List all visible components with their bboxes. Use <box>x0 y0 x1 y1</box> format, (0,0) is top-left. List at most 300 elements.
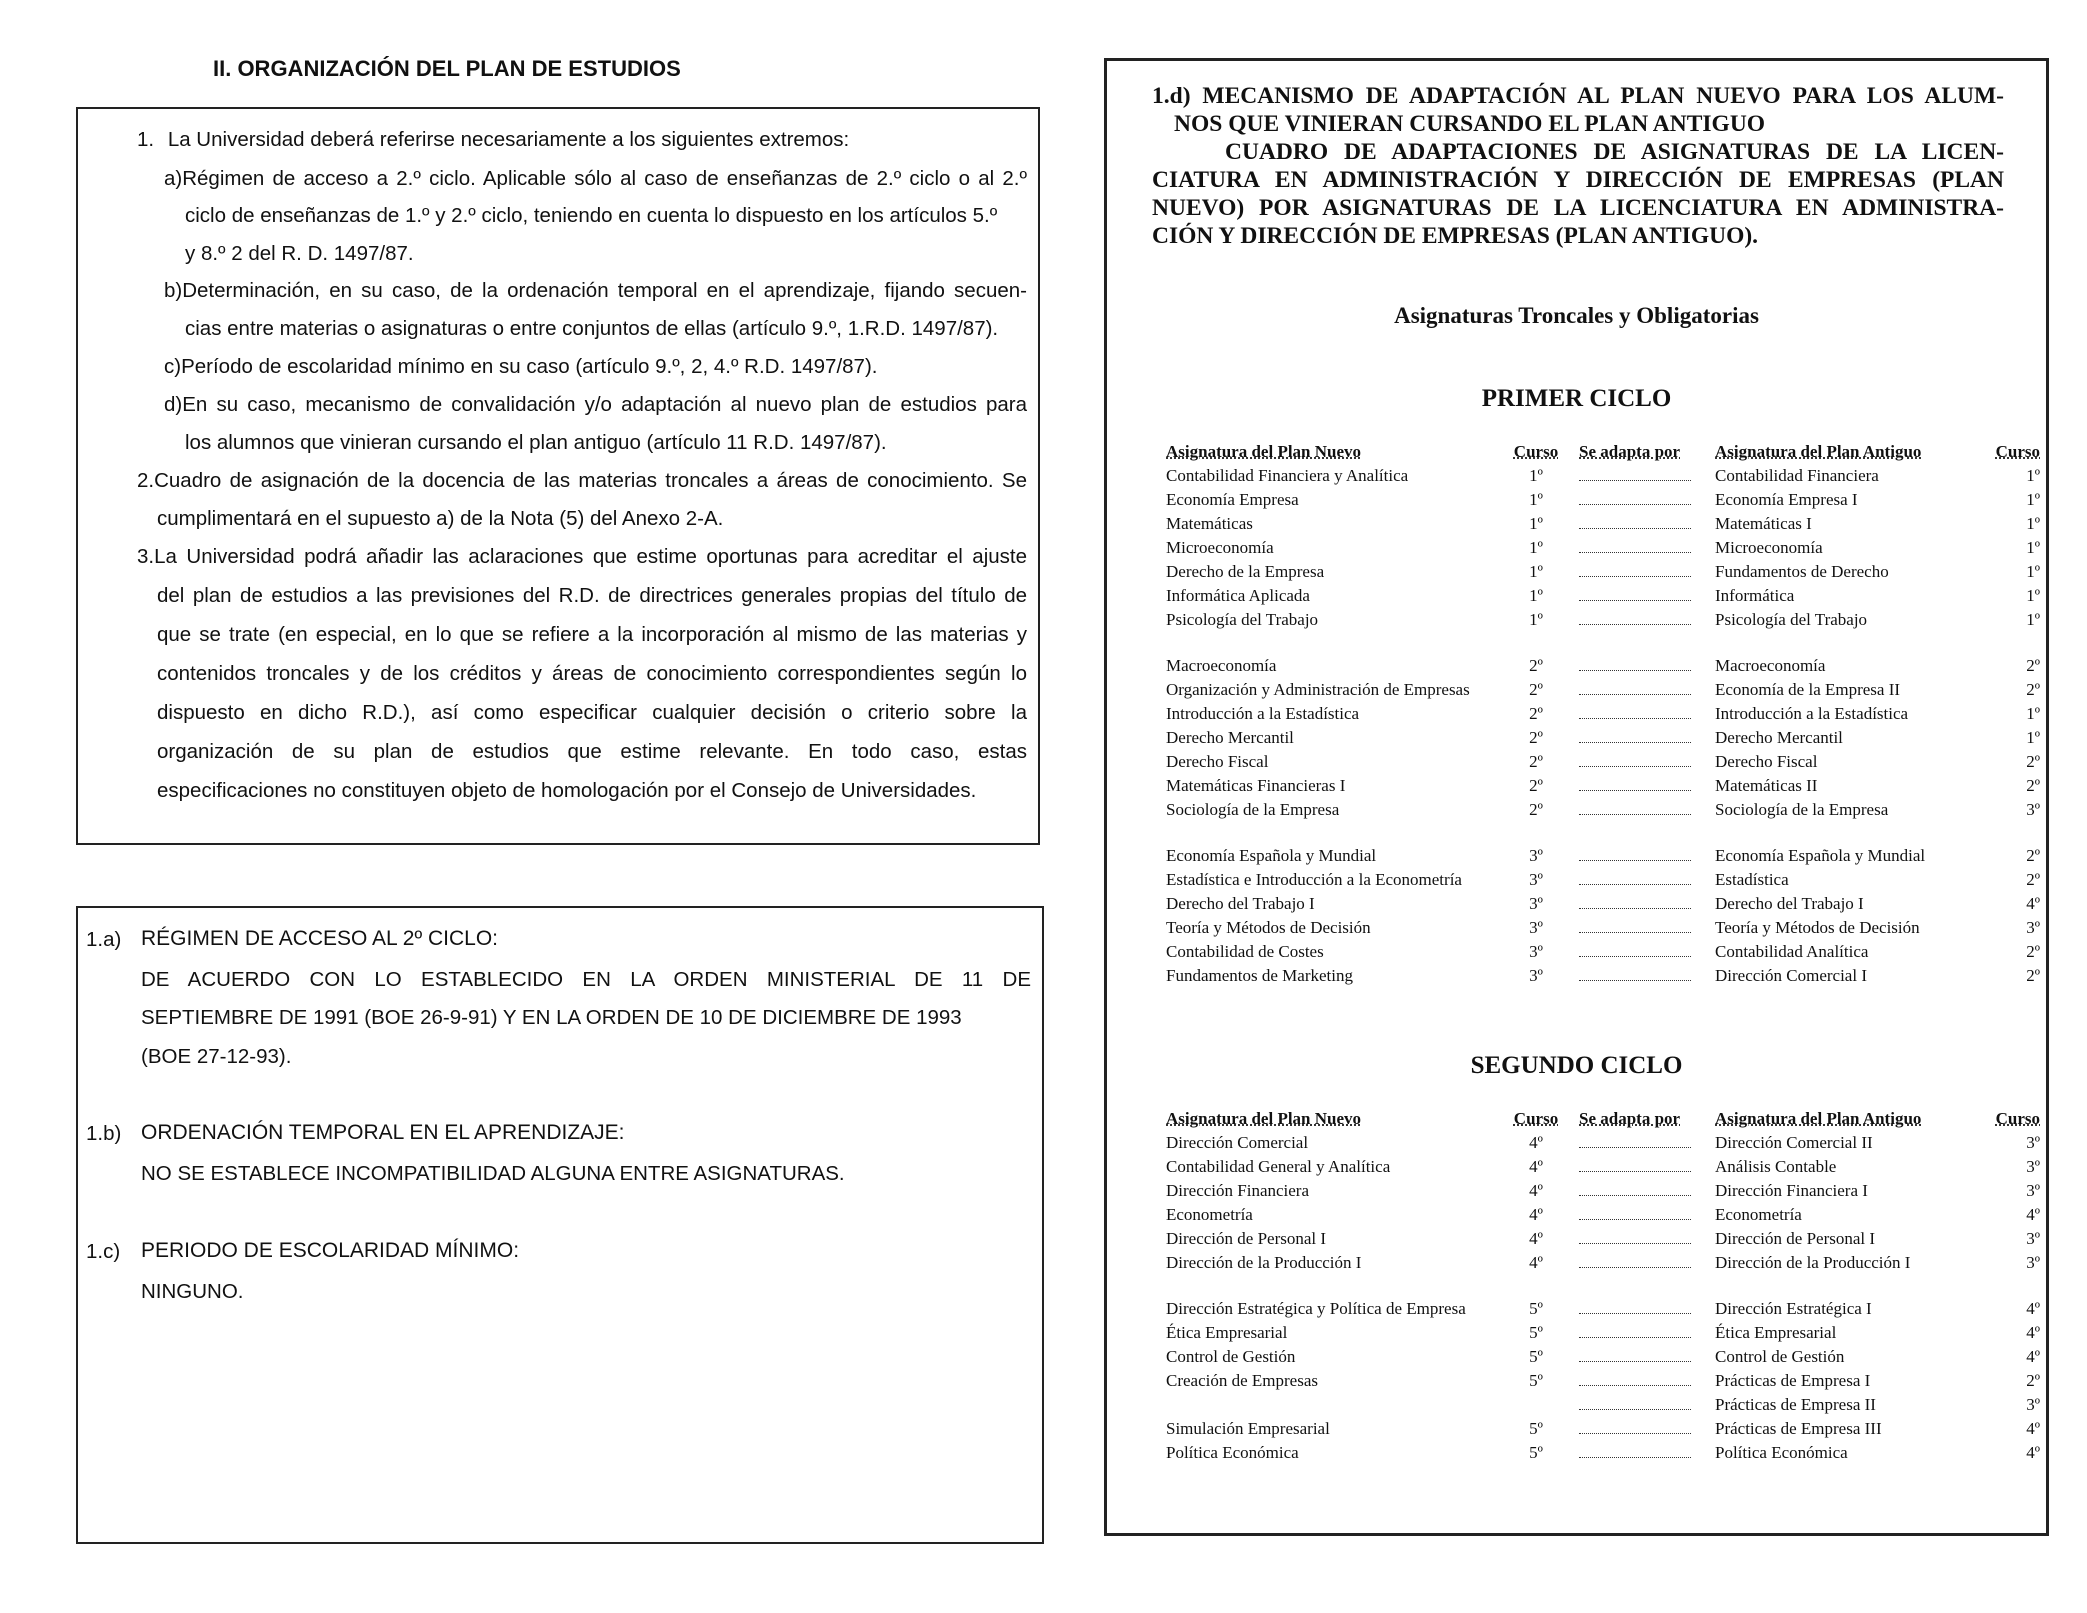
table-row <box>1166 1203 2046 1227</box>
section-1a-line: (BOE 27-12-93). <box>141 1045 292 1068</box>
new-subject: Control de Gestión <box>1166 1347 1296 1366</box>
new-subject: Fundamentos de Marketing <box>1166 966 1353 985</box>
old-curso: 4º <box>2026 1347 2040 1366</box>
dotted-leader <box>1579 966 1691 981</box>
old-curso: 2º <box>2026 846 2040 865</box>
dotted-leader <box>1579 846 1691 861</box>
adapta-dots <box>1571 750 1709 774</box>
new-curso: 5º <box>1529 1443 1543 1462</box>
old-subject: Derecho del Trabajo I <box>1715 894 1864 913</box>
dotted-leader <box>1579 1443 1691 1458</box>
old-subject: Dirección Comercial II <box>1715 1133 1873 1152</box>
new-curso <box>1501 1393 1571 1417</box>
new-curso: 3º <box>1529 918 1543 937</box>
adapta-dots <box>1571 1297 1709 1321</box>
adapta-dots <box>1571 584 1709 608</box>
new-subject: Macroeconomía <box>1166 656 1277 675</box>
old-curso: 4º <box>2026 1205 2040 1224</box>
new-curso: 5º <box>1529 1419 1543 1438</box>
table-row <box>1166 488 2046 512</box>
old-curso: 3º <box>2026 918 2040 937</box>
dotted-leader <box>1579 776 1691 791</box>
old-subject: Dirección Estratégica I <box>1715 1299 1872 1318</box>
old-curso: 4º <box>2026 1323 2040 1342</box>
dotted-leader <box>1579 514 1691 529</box>
old-curso: 3º <box>2026 1253 2040 1272</box>
item-3-line: que se trate (en especial, en lo que se refiere a la incorporación al mismo de las materias y <box>157 623 1027 646</box>
adapta-dots <box>1571 1227 1709 1251</box>
dotted-leader <box>1579 680 1691 695</box>
adapta-dots <box>1571 868 1709 892</box>
table-row <box>1166 964 2046 988</box>
spacer-cell <box>1166 632 2046 654</box>
table-row <box>1166 798 2046 822</box>
old-subject: Economía Empresa I <box>1715 490 1858 509</box>
dotted-leader <box>1579 562 1691 577</box>
new-curso: 1º <box>1529 586 1543 605</box>
adapta-dots <box>1571 702 1709 726</box>
old-curso: 3º <box>2026 1133 2040 1152</box>
old-curso: 2º <box>2026 942 2040 961</box>
new-subject: Ética Empresarial <box>1166 1323 1288 1342</box>
new-curso: 2º <box>1529 752 1543 771</box>
item-1a <box>164 160 1027 197</box>
new-subject: Estadística e Introducción a la Econometría <box>1166 870 1462 889</box>
old-subject: Macroeconomía <box>1715 656 1826 675</box>
table-row <box>1166 1393 2046 1417</box>
new-curso: 4º <box>1529 1181 1543 1200</box>
item-1d <box>164 386 1027 423</box>
adapta-dots <box>1571 1441 1709 1465</box>
section-1b-body <box>141 1155 845 1193</box>
adaptation-heading <box>1152 82 2004 250</box>
item-3-line: 3.La Universidad podrá añadir las aclaraciones que estime oportunas para acreditar el ajuste <box>137 545 1027 568</box>
table-row <box>1166 1441 2046 1465</box>
section-1b-heading: ORDENACIÓN TEMPORAL EN EL APRENDIZAJE: <box>141 1121 625 1144</box>
dotted-leader <box>1579 466 1691 481</box>
adapta-dots <box>1571 1321 1709 1345</box>
old-subject: Matemáticas I <box>1715 514 1812 533</box>
old-curso: 1º <box>2026 704 2040 723</box>
new-subject: Informática Aplicada <box>1166 586 1310 605</box>
table-row <box>1166 536 2046 560</box>
new-subject <box>1166 1393 1501 1417</box>
segundo-ciclo-table <box>1166 1107 2046 1465</box>
new-curso: 4º <box>1529 1133 1543 1152</box>
item-1c <box>164 348 877 385</box>
new-subject: Derecho del Trabajo I <box>1166 894 1315 913</box>
table-row <box>1166 584 2046 608</box>
section-1b-line: NO SE ESTABLECE INCOMPATIBILIDAD ALGUNA ENTRE ASIGNATURAS. <box>141 1162 845 1185</box>
new-curso: 2º <box>1529 680 1543 699</box>
dotted-leader <box>1579 704 1691 719</box>
old-curso: 4º <box>2026 1443 2040 1462</box>
table-row <box>1166 1179 2046 1203</box>
old-curso: 3º <box>2026 1157 2040 1176</box>
new-subject: Derecho Fiscal <box>1166 752 1269 771</box>
item-1d-cont <box>185 424 887 461</box>
table-row <box>1166 916 2046 940</box>
table-row <box>1166 1321 2046 1345</box>
item-1b-cont <box>185 310 998 347</box>
new-subject: Dirección Estratégica y Política de Empresa <box>1166 1299 1466 1318</box>
new-curso: 5º <box>1529 1347 1543 1366</box>
old-subject: Prácticas de Empresa I <box>1715 1371 1871 1390</box>
table-row <box>1166 1131 2046 1155</box>
new-subject: Contabilidad de Costes <box>1166 942 1324 961</box>
new-subject: Derecho Mercantil <box>1166 728 1294 747</box>
new-curso: 3º <box>1529 846 1543 865</box>
old-subject: Economía de la Empresa II <box>1715 680 1901 699</box>
table-row <box>1166 1417 2046 1441</box>
new-curso: 5º <box>1529 1323 1543 1342</box>
item-2-line: 2.Cuadro de asignación de la docencia de las materias troncales a áreas de conocimiento. Se <box>137 469 1027 492</box>
old-curso: 1º <box>2026 514 2040 533</box>
adapta-dots <box>1571 774 1709 798</box>
adapta-dots <box>1571 678 1709 702</box>
new-subject: Dirección Financiera <box>1166 1181 1310 1200</box>
item-1d-line: los alumnos que vinieran cursando el plan antiguo (artículo 11 R.D. 1497/87). <box>185 431 887 454</box>
dotted-leader <box>1579 1229 1691 1244</box>
table-row <box>1166 464 2046 488</box>
new-subject: Dirección de Personal I <box>1166 1229 1327 1248</box>
header-old-subject: Asignatura del Plan Antiguo <box>1715 442 1922 461</box>
adapta-dots <box>1571 560 1709 584</box>
new-curso: 2º <box>1529 656 1543 675</box>
section-1c-line: NINGUNO. <box>141 1280 244 1303</box>
section-1a-num: 1.a) <box>86 928 122 951</box>
item-1b-line: b)Determinación, en su caso, de la ordenación temporal en el aprendizaje, fijando secuen- <box>164 279 1027 302</box>
adapta-dots <box>1571 1345 1709 1369</box>
old-curso: 4º <box>2026 1419 2040 1438</box>
new-curso: 4º <box>1529 1157 1543 1176</box>
subtitle: Asignaturas Troncales y Obligatorias <box>1394 303 1759 328</box>
old-subject: Dirección Financiera I <box>1715 1181 1868 1200</box>
new-subject: Derecho de la Empresa <box>1166 562 1325 581</box>
section-1a-heading: RÉGIMEN DE ACCESO AL 2º CICLO: <box>141 927 498 950</box>
adapta-dots <box>1571 1179 1709 1203</box>
new-subject: Econometría <box>1166 1205 1253 1224</box>
item-1a-line: y 8.º 2 del R. D. 1497/87. <box>185 242 414 265</box>
item-1a-line: a)Régimen de acceso a 2.º ciclo. Aplicable sólo al caso de enseñanzas de 2.º ciclo o al 2.º <box>164 167 1027 190</box>
dotted-leader <box>1579 656 1691 671</box>
new-subject: Matemáticas <box>1166 514 1253 533</box>
new-curso: 2º <box>1529 728 1543 747</box>
section-1a-line: DE ACUERDO CON LO ESTABLECIDO EN LA ORDEN MINISTERIAL DE 11 DE <box>141 968 1031 991</box>
dotted-leader <box>1579 1323 1691 1338</box>
table-row <box>1166 1155 2046 1179</box>
item-3-cont <box>157 655 1027 692</box>
old-curso: 1º <box>2026 586 2040 605</box>
new-curso: 4º <box>1529 1229 1543 1248</box>
dotted-leader <box>1579 1347 1691 1362</box>
adapta-dots <box>1571 608 1709 632</box>
adapta-dots <box>1571 1131 1709 1155</box>
heading-line: NOS QUE VINIERAN CURSANDO EL PLAN ANTIGUO <box>1174 111 1766 137</box>
adapta-dots <box>1571 1369 1709 1393</box>
adapta-dots <box>1571 512 1709 536</box>
new-curso: 2º <box>1529 776 1543 795</box>
old-subject: Dirección de Personal I <box>1715 1229 1876 1248</box>
old-subject: Prácticas de Empresa II <box>1715 1395 1876 1414</box>
section-title: II. ORGANIZACIÓN DEL PLAN DE ESTUDIOS <box>213 56 681 81</box>
dotted-leader <box>1579 728 1691 743</box>
table-row <box>1166 1251 2046 1275</box>
dotted-leader <box>1579 1395 1691 1410</box>
old-subject: Ética Empresarial <box>1715 1323 1837 1342</box>
dotted-leader <box>1579 918 1691 933</box>
dotted-leader <box>1579 894 1691 909</box>
new-subject: Microeconomía <box>1166 538 1274 557</box>
adapta-dots <box>1571 964 1709 988</box>
old-subject: Dirección de la Producción I <box>1715 1253 1911 1272</box>
spacer-cell <box>1166 1275 2046 1297</box>
adapta-dots <box>1571 1203 1709 1227</box>
item-3-line: contenidos troncales y de los créditos y áreas de conocimiento correspondientes según lo <box>157 662 1027 685</box>
new-curso: 1º <box>1529 562 1543 581</box>
heading-line: 1.d) MECANISMO DE ADAPTACIÓN AL PLAN NUEVO PARA LOS ALUM- <box>1152 83 2004 109</box>
dotted-leader <box>1579 1419 1691 1434</box>
section-1c-body <box>141 1273 244 1311</box>
old-curso: 3º <box>2026 800 2040 819</box>
adapta-dots <box>1571 798 1709 822</box>
table-row <box>1166 1297 2046 1321</box>
adapta-dots <box>1571 844 1709 868</box>
dotted-leader <box>1579 490 1691 505</box>
item-1a-line: ciclo de enseñanzas de 1.º y 2.º ciclo, teniendo en cuenta lo dispuesto en los artículos 5.º <box>185 204 998 227</box>
group-spacer <box>1166 822 2046 844</box>
old-subject: Contabilidad Analítica <box>1715 942 1869 961</box>
old-curso: 2º <box>2026 680 2040 699</box>
new-curso: 4º <box>1529 1205 1543 1224</box>
old-subject: Derecho Fiscal <box>1715 752 1818 771</box>
item-3-line: especificaciones no constituyen objeto de homologación por el Consejo de Universidades. <box>157 779 977 802</box>
table-header-row <box>1166 440 2046 464</box>
old-subject: Prácticas de Empresa III <box>1715 1419 1882 1438</box>
dotted-leader <box>1579 1253 1691 1268</box>
header-adapta: Se adapta por <box>1579 1109 1681 1128</box>
header-curso: Curso <box>1513 442 1559 461</box>
header-old-subject: Asignatura del Plan Antiguo <box>1715 1109 1922 1128</box>
adapta-dots <box>1571 892 1709 916</box>
new-curso: 5º <box>1529 1371 1543 1390</box>
table-row <box>1166 608 2046 632</box>
item-2-cont <box>157 500 723 537</box>
old-curso: 2º <box>2026 752 2040 771</box>
dotted-leader <box>1579 586 1691 601</box>
new-curso: 3º <box>1529 870 1543 889</box>
item-2-line: cumplimentará en el supuesto a) de la Nota (5) del Anexo 2-A. <box>157 507 724 530</box>
new-curso: 1º <box>1529 466 1543 485</box>
section-1c-num: 1.c) <box>86 1240 121 1263</box>
adapta-dots <box>1571 1251 1709 1275</box>
group-spacer <box>1166 1275 2046 1297</box>
old-subject: Sociología de la Empresa <box>1715 800 1889 819</box>
primer-ciclo-table <box>1166 440 2046 988</box>
new-subject: Sociología de la Empresa <box>1166 800 1340 819</box>
new-subject: Dirección Comercial <box>1166 1133 1309 1152</box>
table-row <box>1166 750 2046 774</box>
item-3-line: del plan de estudios a las previsiones del R.D. de directrices generales propias del título de <box>157 584 1027 607</box>
table-row <box>1166 892 2046 916</box>
dotted-leader <box>1579 1299 1691 1314</box>
new-subject: Organización y Administración de Empresas <box>1166 680 1470 699</box>
adapta-dots <box>1571 464 1709 488</box>
table-header-row <box>1166 1107 2046 1131</box>
adapta-dots <box>1571 940 1709 964</box>
new-curso: 3º <box>1529 894 1543 913</box>
adapta-dots <box>1571 1417 1709 1441</box>
old-subject: Teoría y Métodos de Decisión <box>1715 918 1920 937</box>
old-curso: 2º <box>2026 776 2040 795</box>
item-1b-line: cias entre materias o asignaturas o entre conjuntos de ellas (artículo 9.º, 1.R.D. 1497/87). <box>185 317 999 340</box>
dotted-leader <box>1579 870 1691 885</box>
new-subject: Simulación Empresarial <box>1166 1419 1330 1438</box>
dotted-leader <box>1579 1133 1691 1148</box>
dotted-leader <box>1579 1181 1691 1196</box>
section-1a-body-cont <box>141 1038 291 1076</box>
item-3-line: dispuesto en dicho R.D.), así como especificar cualquier decisión o criterio sobre la <box>157 701 1027 724</box>
heading-line: CIATURA EN ADMINISTRACIÓN Y DIRECCIÓN DE EMPRESAS (PLAN <box>1152 167 2004 193</box>
dotted-leader <box>1579 538 1691 553</box>
section-1b-num: 1.b) <box>86 1122 122 1145</box>
old-subject: Derecho Mercantil <box>1715 728 1843 747</box>
new-curso: 1º <box>1529 538 1543 557</box>
new-curso: 3º <box>1529 942 1543 961</box>
old-subject: Dirección Comercial I <box>1715 966 1867 985</box>
table-row <box>1166 702 2046 726</box>
adapta-dots <box>1571 726 1709 750</box>
old-curso: 3º <box>2026 1181 2040 1200</box>
old-curso: 4º <box>2026 894 2040 913</box>
old-subject: Política Económica <box>1715 1443 1848 1462</box>
adapta-dots <box>1571 488 1709 512</box>
new-subject: Creación de Empresas <box>1166 1371 1318 1390</box>
new-subject: Contabilidad General y Analítica <box>1166 1157 1391 1176</box>
old-subject: Análisis Contable <box>1715 1157 1837 1176</box>
old-subject: Informática <box>1715 586 1795 605</box>
section-1a-body <box>141 961 1031 999</box>
table-row <box>1166 868 2046 892</box>
dotted-leader <box>1579 942 1691 957</box>
old-subject: Psicología del Trabajo <box>1715 610 1868 629</box>
item-1a-cont <box>185 235 414 272</box>
item-3-cont <box>157 694 1027 731</box>
old-subject: Introducción a la Estadística <box>1715 704 1909 723</box>
item-1-num: 1. <box>137 128 155 151</box>
header-adapta: Se adapta por <box>1579 442 1681 461</box>
old-curso: 2º <box>2026 1371 2040 1390</box>
header-new-subject: Asignatura del Plan Nuevo <box>1166 1109 1362 1128</box>
item-3-cont <box>157 616 1027 653</box>
item-3-line: organización de su plan de estudios que estime relevante. En todo caso, estas <box>157 740 1027 763</box>
table-row <box>1166 774 2046 798</box>
old-curso: 3º <box>2026 1395 2040 1414</box>
dotted-leader <box>1579 1371 1691 1386</box>
section-1c-heading: PERIODO DE ESCOLARIDAD MÍNIMO: <box>141 1239 520 1262</box>
old-curso: 3º <box>2026 1229 2040 1248</box>
new-curso: 2º <box>1529 704 1543 723</box>
group-spacer <box>1166 632 2046 654</box>
new-curso: 2º <box>1529 800 1543 819</box>
new-curso: 1º <box>1529 610 1543 629</box>
table-row <box>1166 678 2046 702</box>
section-1a-body-cont <box>141 999 962 1037</box>
section-1a-line: SEPTIEMBRE DE 1991 (BOE 26-9-91) Y EN LA ORDEN DE 10 DE DICIEMBRE DE 1993 <box>141 1006 962 1029</box>
new-subject: Dirección de la Producción I <box>1166 1253 1362 1272</box>
old-curso: 1º <box>2026 562 2040 581</box>
old-curso: 1º <box>2026 538 2040 557</box>
new-curso: 1º <box>1529 514 1543 533</box>
new-subject: Introducción a la Estadística <box>1166 704 1360 723</box>
new-subject: Matemáticas Financieras I <box>1166 776 1346 795</box>
item-3-cont <box>157 577 1027 614</box>
old-curso: 1º <box>2026 728 2040 747</box>
adapta-dots <box>1571 1393 1709 1417</box>
new-curso: 4º <box>1529 1253 1543 1272</box>
adapta-dots <box>1571 916 1709 940</box>
header-curso-antiguo: Curso <box>1995 1109 2040 1128</box>
header-curso-antiguo: Curso <box>1995 442 2040 461</box>
item-1-intro: La Universidad deberá referirse necesariamente a los siguientes extremos: <box>167 128 850 151</box>
old-subject: Microeconomía <box>1715 538 1823 557</box>
old-curso: 1º <box>2026 610 2040 629</box>
new-subject: Contabilidad Financiera y Analítica <box>1166 466 1409 485</box>
item-1a-cont <box>185 197 997 234</box>
old-curso: 2º <box>2026 870 2040 889</box>
old-subject: Fundamentos de Derecho <box>1715 562 1889 581</box>
heading-line: CUADRO DE ADAPTACIONES DE ASIGNATURAS DE LA LICEN- <box>1225 139 2004 165</box>
table-row <box>1166 1345 2046 1369</box>
old-curso: 2º <box>2026 966 2040 985</box>
item-1d-line: d)En su caso, mecanismo de convalidación y/o adaptación al nuevo plan de estudios para <box>164 393 1027 416</box>
new-subject: Economía Empresa <box>1166 490 1299 509</box>
table-row <box>1166 940 2046 964</box>
table-row <box>1166 726 2046 750</box>
table-row <box>1166 844 2046 868</box>
dotted-leader <box>1579 1157 1691 1172</box>
old-curso: 1º <box>2026 490 2040 509</box>
item-1c-line: c)Período de escolaridad mínimo en su caso (artículo 9.º, 2, 4.º R.D. 1497/87). <box>164 355 878 378</box>
item-3 <box>137 538 1027 575</box>
item-1b <box>164 272 1027 309</box>
old-subject: Control de Gestión <box>1715 1347 1845 1366</box>
new-subject: Psicología del Trabajo <box>1166 610 1319 629</box>
old-subject: Matemáticas II <box>1715 776 1818 795</box>
new-subject: Política Económica <box>1166 1443 1299 1462</box>
adapta-dots <box>1571 536 1709 560</box>
old-curso: 1º <box>2026 466 2040 485</box>
table-row <box>1166 560 2046 584</box>
old-subject: Contabilidad Financiera <box>1715 466 1879 485</box>
heading-line: CIÓN Y DIRECCIÓN DE EMPRESAS (PLAN ANTIGUO). <box>1152 223 1759 249</box>
old-subject: Economía Española y Mundial <box>1715 846 1926 865</box>
dotted-leader <box>1579 800 1691 815</box>
table-row <box>1166 512 2046 536</box>
spacer-cell <box>1166 822 2046 844</box>
new-curso: 1º <box>1529 490 1543 509</box>
item-2 <box>137 462 1027 499</box>
old-curso: 4º <box>2026 1299 2040 1318</box>
dotted-leader <box>1579 1205 1691 1220</box>
new-curso: 3º <box>1529 966 1543 985</box>
segundo-ciclo-title: SEGUNDO CICLO <box>1470 1052 1683 1079</box>
old-curso: 2º <box>2026 656 2040 675</box>
heading-line: NUEVO) POR ASIGNATURAS DE LA LICENCIATURA EN ADMINISTRA- <box>1152 195 2004 221</box>
dotted-leader <box>1579 610 1691 625</box>
new-subject: Teoría y Métodos de Decisión <box>1166 918 1371 937</box>
old-subject: Econometría <box>1715 1205 1802 1224</box>
